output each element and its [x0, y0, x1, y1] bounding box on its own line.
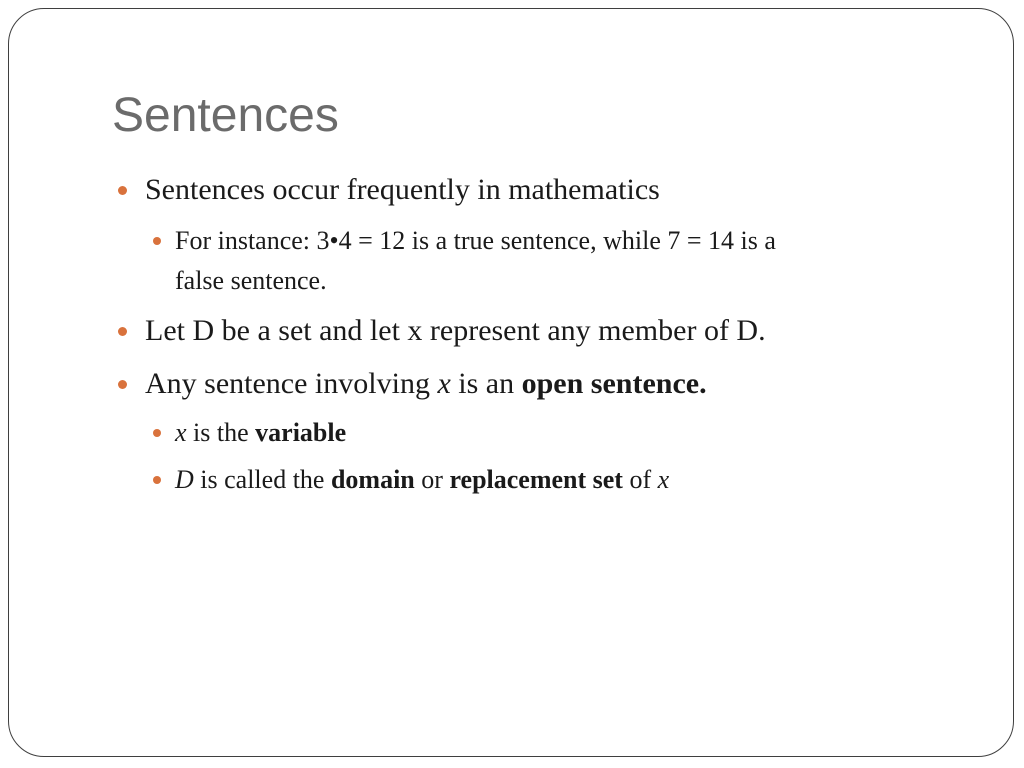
variable-d: D	[175, 465, 194, 494]
bullet-dot-icon	[118, 327, 127, 336]
sub-bullet-text-line2: false sentence.	[175, 266, 327, 295]
bullet-dot-icon	[153, 476, 161, 484]
bullet-text-mid: is an	[450, 367, 522, 400]
variable-x: x	[175, 418, 187, 447]
bullet-sentences-frequent	[145, 172, 660, 208]
sub-bullet-text-mid1: is called the	[193, 465, 331, 494]
term-replacement-set: replacement set	[449, 465, 623, 494]
variable-x: x	[437, 367, 451, 400]
bullet-dot-icon	[153, 429, 161, 437]
variable-x: x	[657, 465, 670, 494]
sub-bullet-text-mid: is the	[186, 418, 256, 447]
sub-bullet-domain	[175, 462, 669, 498]
bullet-text: Let D be a set and let x represent any member of D.	[145, 314, 766, 347]
bullet-text-pre: Any sentence involving	[145, 367, 438, 400]
sub-bullet-example	[175, 223, 776, 259]
sub-bullet-example-continued	[175, 263, 327, 299]
bullet-let-d	[145, 313, 766, 349]
term-open-sentence: open sentence.	[521, 367, 707, 400]
sub-bullet-variable	[175, 415, 346, 451]
bullet-text: Sentences occur frequently in mathematics	[145, 173, 660, 206]
bullet-dot-icon	[118, 186, 127, 195]
sub-bullet-text-mid2: or	[414, 465, 450, 494]
bullet-open-sentence	[145, 366, 707, 402]
sub-bullet-text-mid3: of	[622, 465, 658, 494]
term-variable: variable	[255, 418, 347, 447]
slide-title: Sentences	[112, 89, 339, 142]
term-domain: domain	[330, 465, 415, 494]
sub-bullet-text-line1: For instance: 3•4 = 12 is a true sentence, while 7 = 14 is a	[175, 226, 776, 255]
bullet-dot-icon	[118, 380, 127, 389]
bullet-dot-icon	[153, 237, 161, 245]
